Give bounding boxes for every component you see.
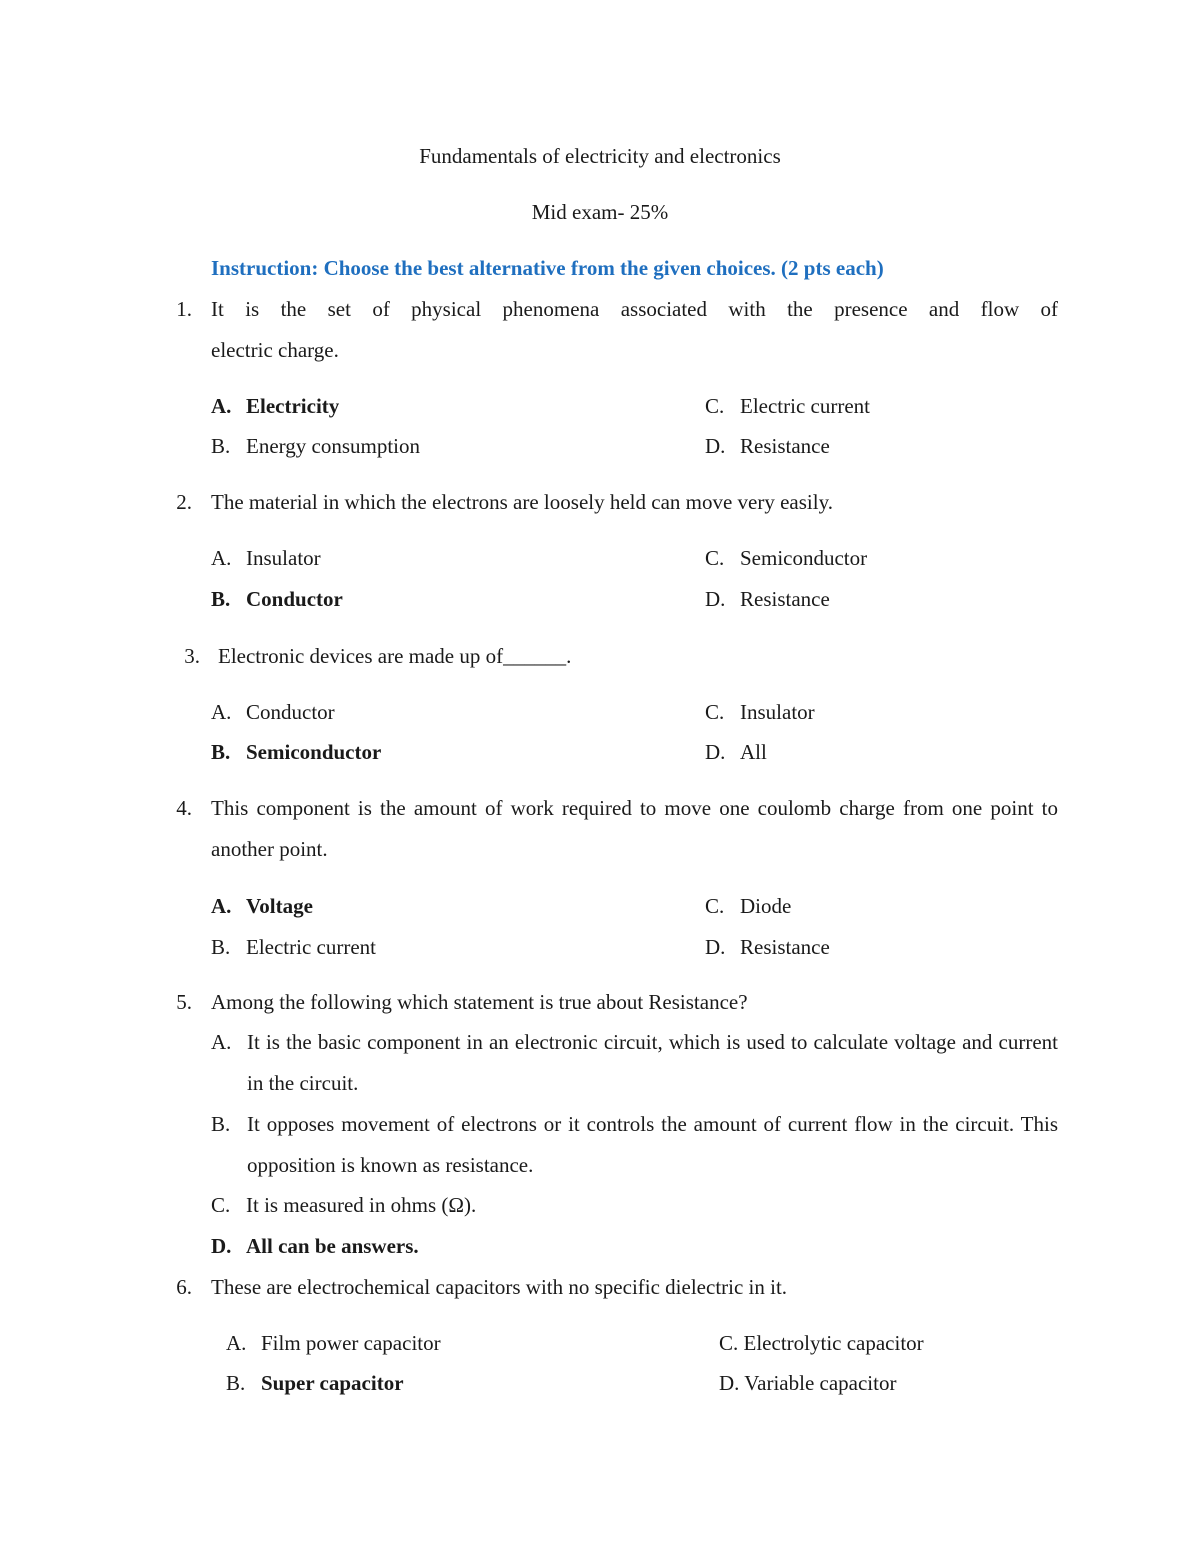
option-text: Conductor [246,700,335,724]
option-text: Insulator [246,546,321,570]
option-c [705,545,867,571]
question-text: This component is the amount of work required to move one coulomb charge from one point to another point. [211,796,1058,861]
option-d [705,586,830,612]
option-text: Variable capacitor [744,1371,897,1395]
option-text: Diode [740,894,792,918]
option-text: Film power capacitor [261,1331,441,1355]
option-letter: B. [211,935,231,959]
question-number: 5. [176,990,192,1014]
option-b [211,433,420,459]
exam-title: Fundamentals of electricity and electronics [419,144,781,168]
question-number: 4. [176,796,192,820]
option-text: It opposes movement of electrons or it controls the amount of current flow in the circuit. This opposition is known as resistance. [247,1112,1058,1177]
question-number: 1. [176,297,192,321]
option-letter: A. [211,1030,232,1054]
question-number: 2. [176,490,192,514]
option-letter: D. [211,1234,232,1258]
option-text: Electric current [246,935,376,959]
option-letter: D. [719,1371,740,1395]
option-a [211,893,313,919]
option-letter: D. [705,935,726,959]
option-text: Electric current [740,394,870,418]
option-text: Resistance [740,434,830,458]
option-d [705,433,830,459]
option-b [226,1370,404,1396]
option-letter: C. [705,546,725,570]
option-text: Energy consumption [246,434,421,458]
question-text-line1: It is the set of physical phenomena associated with the presence and flow of [211,297,1058,321]
question-text-line2: electric charge. [211,338,339,362]
question-text: These are electrochemical capacitors with no specific dielectric in it. [211,1275,788,1299]
option-text: All can be answers. [246,1234,419,1258]
option-d [211,1233,419,1259]
option-a [211,393,339,419]
option-a [226,1330,441,1356]
option-text: Super capacitor [261,1371,404,1395]
option-letter: B. [211,1112,231,1136]
option-c [211,1192,476,1218]
option-letter: A. [211,394,232,418]
question-text: The material in which the electrons are loosely held can move very easily. [211,490,833,514]
option-letter: B. [211,740,231,764]
question-number: 6. [176,1275,192,1299]
option-letter: D. [705,587,726,611]
option-letter: B. [211,587,231,611]
option-text: Electrolytic capacitor [743,1331,924,1355]
option-letter: D. [705,740,726,764]
option-text: All [740,740,767,764]
option-text: Voltage [246,894,313,918]
question-text: Electronic devices are made up of______. [218,644,572,668]
option-letter: A. [226,1331,247,1355]
option-text: Semiconductor [246,740,382,764]
option-text: Semiconductor [740,546,868,570]
option-text: Resistance [740,935,830,959]
option-b [211,739,381,765]
question-text: Among the following which statement is true about Resistance? [211,990,748,1014]
option-text: It is measured in ohms (Ω). [246,1193,477,1217]
option-letter: B. [226,1371,246,1395]
option-c [719,1330,924,1356]
option-d [719,1370,896,1396]
option-a [211,699,335,725]
question-number: 3. [184,644,200,668]
option-c [705,893,791,919]
option-b [211,586,343,612]
instruction-text: Instruction: Choose the best alternative from the given choices. (2 pts each) [211,256,884,280]
option-letter: C. [705,700,725,724]
option-letter: C. [719,1331,739,1355]
option-letter: B. [211,434,231,458]
option-letter: A. [211,546,232,570]
option-letter: C. [705,894,725,918]
option-letter: C. [211,1193,231,1217]
option-c [705,699,815,725]
option-letter: A. [211,700,232,724]
option-d [705,739,767,765]
exam-subtitle: Mid exam- 25% [531,200,669,224]
option-d [705,934,830,960]
option-text: Resistance [740,587,830,611]
option-text: Electricity [246,394,340,418]
option-text: Insulator [740,700,815,724]
option-a [211,545,321,571]
option-c [705,393,870,419]
option-letter: C. [705,394,725,418]
option-a [211,1022,1058,1104]
option-letter: D. [705,434,726,458]
option-b [211,934,376,960]
option-letter: A. [211,894,232,918]
option-text: Conductor [246,587,343,611]
option-text: It is the basic component in an electronic circuit, which is used to calculate voltage and current in the circuit. [247,1030,1058,1095]
option-b [211,1104,1058,1186]
